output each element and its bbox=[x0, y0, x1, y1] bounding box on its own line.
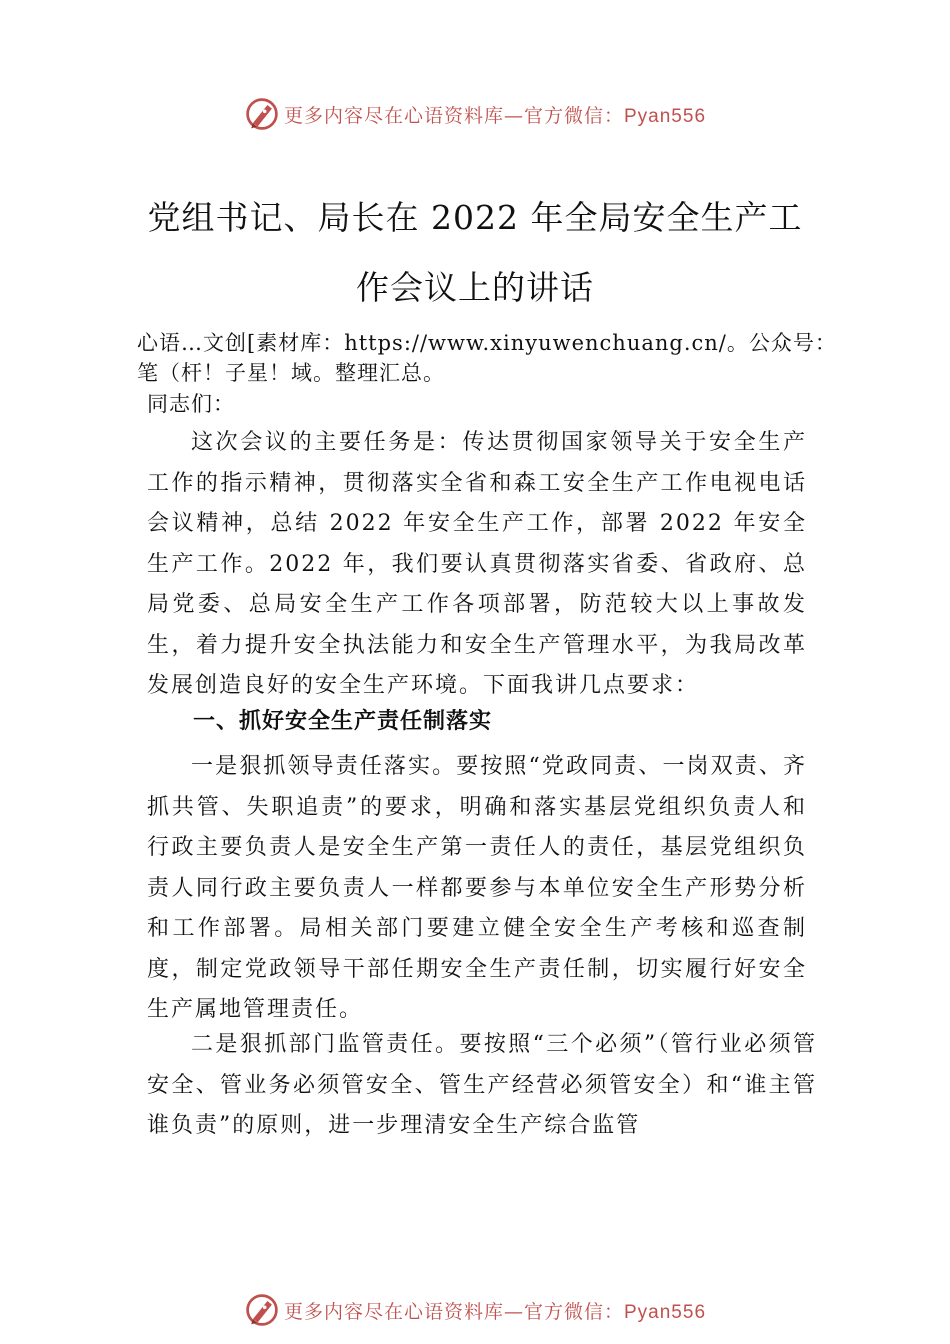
paragraph-department-supervision: 二是狠抓部门监管责任。要按照“三个必须”（管行业必须管安全、管业务必须管安全、管生产经营必须管安全）和“谁主管谁负责”的原则，进一步理清安全生产综合监管 bbox=[147, 1032, 817, 1138]
pen-logo-icon bbox=[244, 1292, 280, 1328]
document-title-line1: 党组书记、局长在 2022 年全局安全生产工 bbox=[147, 198, 803, 237]
banner-slogan: 更多内容尽在心语资料库—官方微信： bbox=[283, 104, 624, 127]
banner-wechat-id: Pyan556 bbox=[624, 105, 707, 127]
source-note: 心语…文创[素材库：https://www.xinyuwenchuang.cn/。公众号：笔（杆！子星！域。整理汇总。 bbox=[137, 331, 837, 385]
banner-text bbox=[284, 1297, 706, 1324]
banner-wechat-id: Pyan556 bbox=[624, 1301, 707, 1323]
footer-banner bbox=[0, 1290, 950, 1330]
section-heading-1: 一、抓好安全生产责任制落实 bbox=[193, 709, 493, 734]
banner-slogan: 更多内容尽在心语资料库—官方微信： bbox=[283, 1300, 624, 1323]
paragraph-intro: 这次会议的主要任务是：传达贯彻国家领导关于安全生产工作的指示精神，贯彻落实全省和森工安全生产工作电视电话会议精神，总结 2022 年安全生产工作，部署 2022 年安全生产工作。2022 年，我们要认真贯彻落实省委、省政府、总局党委、总局安全生产工作各项部署，防范较大以上事故发生，着力提升安全执法能力和安全生产管理水平，为我局改革发展创造良好的安全生产环境。下面我讲几点要求： bbox=[147, 430, 807, 698]
greeting: 同志们： bbox=[147, 392, 235, 416]
document-title-line2: 作会议上的讲话 bbox=[356, 268, 594, 307]
pen-logo-icon bbox=[244, 96, 280, 132]
header-banner bbox=[0, 94, 950, 134]
paragraph-leadership-responsibility: 一是狠抓领导责任落实。要按照“党政同责、一岗双责、齐抓共管、失职追责”的要求，明确和落实基层党组织负责人和行政主要负责人是安全生产第一责任人的责任，基层党组织负责人同行政主要负责人一样都要参与本单位安全生产形势分析和工作部署。局相关部门要建立健全安全生产考核和巡查制度，制定党政领导干部任期安全生产责任制，切实履行好安全生产属地管理责任。 bbox=[147, 754, 807, 1022]
banner-text bbox=[284, 101, 706, 128]
